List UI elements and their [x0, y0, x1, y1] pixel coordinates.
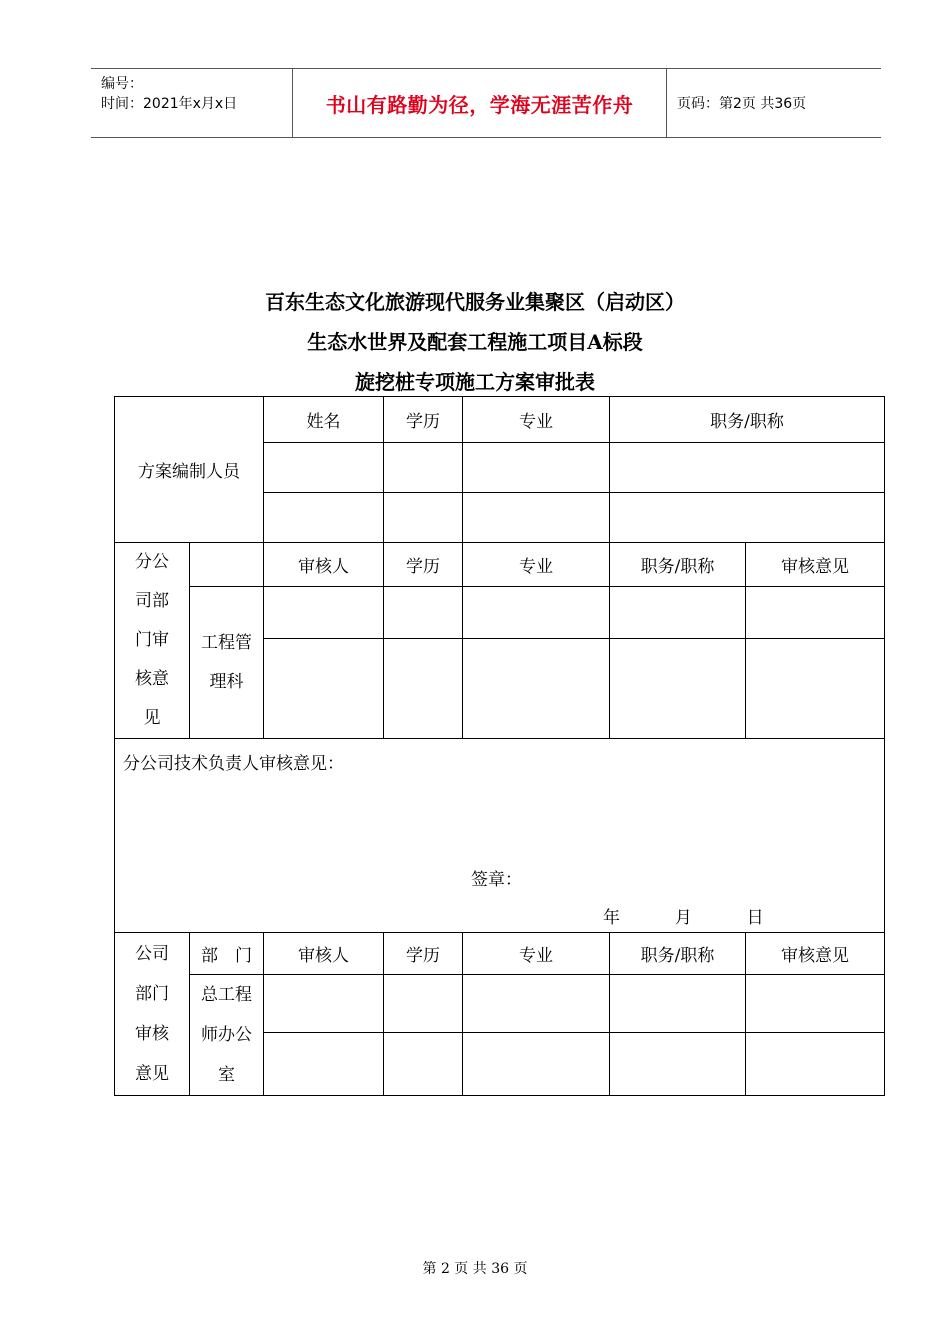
reviewer-cell[interactable]: [264, 639, 384, 739]
col-opinion: 审核意见: [746, 933, 885, 975]
date-year: 年: [603, 908, 620, 928]
col-major: 专业: [463, 543, 610, 587]
opinion-cell[interactable]: [746, 1033, 885, 1096]
major-cell[interactable]: [463, 587, 610, 639]
compiler-title-cell[interactable]: [610, 493, 885, 543]
branch-dept-empty-cell: [190, 543, 264, 587]
approval-form-table: [114, 396, 885, 1096]
title-line-1: 百东生态文化旅游现代服务业集聚区（启动区）: [265, 290, 685, 314]
company-dept-line: 意见: [135, 1064, 169, 1084]
col-title: 职务/职称: [610, 933, 746, 975]
col-title: 职务/职称: [610, 543, 746, 587]
company-header-row: [115, 933, 885, 975]
title-cell[interactable]: [610, 587, 746, 639]
chief-engineer-office-label: [190, 975, 264, 1096]
compiler-major-cell[interactable]: [463, 493, 610, 543]
col-education: 学历: [384, 397, 463, 443]
col-reviewer: 审核人: [264, 933, 384, 975]
compiler-education-cell[interactable]: [384, 443, 463, 493]
col-major: 专业: [463, 397, 610, 443]
col-opinion: 审核意见: [746, 543, 885, 587]
chief-engineer-line: 总工程: [201, 985, 252, 1005]
education-cell[interactable]: [384, 587, 463, 639]
title-cell[interactable]: [610, 975, 746, 1033]
company-review-row: [115, 975, 885, 1033]
compiler-title-cell[interactable]: [610, 443, 885, 493]
reviewer-cell[interactable]: [264, 975, 384, 1033]
page-footer: 第 2 页 共 36 页: [422, 1261, 528, 1277]
header-motto-cell: [292, 69, 667, 137]
compilers-label: 方案编制人员: [115, 397, 264, 543]
chief-engineer-line: 师办公: [201, 1025, 252, 1045]
compiler-name-cell[interactable]: [264, 493, 384, 543]
major-cell[interactable]: [463, 639, 610, 739]
company-dept-line: 审核: [135, 1024, 169, 1044]
engineering-section-line: 理科: [209, 671, 244, 692]
reviewer-cell[interactable]: [264, 1033, 384, 1096]
serial-number-label: 编号：: [101, 76, 143, 92]
page-header: [91, 68, 881, 138]
branch-dept-label: [115, 543, 190, 739]
col-major: 专业: [463, 933, 610, 975]
tech-head-label: 分公司技术负责人审核意见：: [123, 754, 344, 774]
branch-dept-line: 司部: [135, 591, 169, 611]
title-cell[interactable]: [610, 1033, 746, 1096]
title-line-2: 生态水世界及配套工程施工项目A标段: [307, 330, 643, 354]
col-reviewer: 审核人: [264, 543, 384, 587]
branch-dept-line: 分公: [135, 552, 169, 572]
education-cell[interactable]: [384, 975, 463, 1033]
header-meta: [91, 69, 292, 137]
branch-header-row: [115, 543, 885, 587]
col-education: 学历: [384, 933, 463, 975]
date-day: 日: [746, 908, 764, 928]
education-cell[interactable]: [384, 1033, 463, 1096]
major-cell[interactable]: [463, 975, 610, 1033]
tech-head-row: [115, 739, 885, 933]
opinion-cell[interactable]: [746, 639, 885, 739]
company-dept-line: 部门: [135, 984, 169, 1004]
company-dept-line: 公司: [135, 944, 169, 964]
date-month: 月: [674, 908, 692, 928]
branch-dept-line: 见: [143, 708, 161, 728]
tech-head-opinion-cell[interactable]: [115, 739, 885, 933]
company-dept-label: [115, 933, 190, 1096]
title-cell[interactable]: [610, 639, 746, 739]
major-cell[interactable]: [463, 1033, 610, 1096]
branch-dept-line: 核意: [135, 669, 169, 689]
signature-label: 签章：: [471, 870, 522, 890]
col-name: 姓名: [264, 397, 384, 443]
col-education: 学历: [384, 543, 463, 587]
date-line: [603, 903, 764, 928]
opinion-cell[interactable]: [746, 975, 885, 1033]
header-motto: 书山有路勤为径，学海无涯苦作舟: [325, 92, 634, 117]
title-line-3: 旋挖桩专项施工方案审批表: [355, 370, 595, 394]
opinion-cell[interactable]: [746, 587, 885, 639]
branch-review-row: [115, 587, 885, 639]
col-title: 职务/职称: [610, 397, 885, 443]
reviewer-cell[interactable]: [264, 587, 384, 639]
compiler-major-cell[interactable]: [463, 443, 610, 493]
branch-dept-line: 门审: [135, 630, 169, 650]
compiler-name-cell[interactable]: [264, 443, 384, 493]
compiler-education-cell[interactable]: [384, 493, 463, 543]
header-page-cell: [667, 69, 881, 137]
compilers-header-row: [115, 397, 885, 443]
header-page-info: 页码：第2页 共36页: [677, 96, 807, 112]
engineering-section-label: [190, 587, 264, 739]
education-cell[interactable]: [384, 639, 463, 739]
time-label: 时间：2021年x月x日: [101, 96, 238, 112]
dept-label: 部 门: [190, 933, 264, 975]
chief-engineer-line: 室: [218, 1065, 235, 1085]
engineering-section-line: 工程管: [201, 632, 252, 653]
